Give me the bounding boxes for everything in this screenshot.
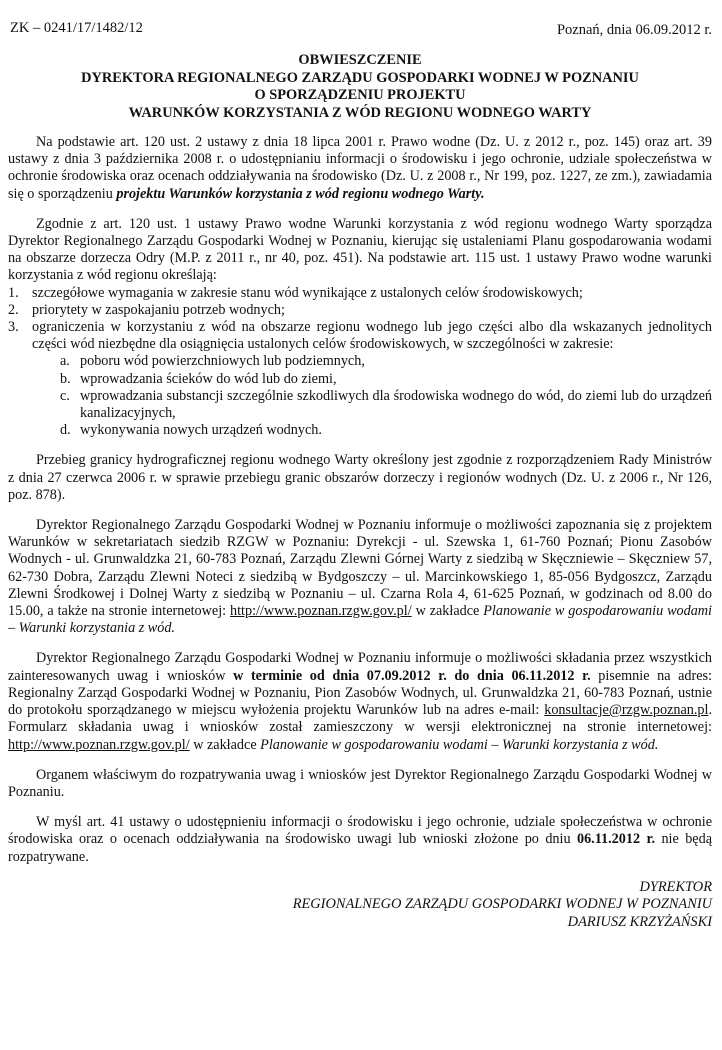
- list-subitem-text: wykonywania nowych urządzeń wodnych.: [80, 422, 322, 439]
- list-subitem: [60, 422, 712, 439]
- paragraph-late-submissions: [8, 814, 712, 866]
- signature-name: DARIUSZ KRZYŻAŃSKI: [567, 913, 712, 930]
- website-link[interactable]: http://www.poznan.rzgw.gov.pl/: [8, 736, 190, 753]
- list-item-text: szczegółowe wymagania w zakresie stanu wód wynikające z ustalonych celów środowiskowych;: [32, 284, 583, 301]
- list-subitem: [60, 353, 712, 370]
- list-subitem-letter: d.: [60, 422, 71, 439]
- paragraph-scope: Zgodnie z art. 120 ust. 1 ustawy Prawo wodne Warunki korzystania z wód regionu wodnego Warty sporządza Dyrektor Regionalnego Zarządu Gospodarki Wodnej w Poznaniu, kierując się ustaleniami Planu gospodarowania wodami na obszarze dorzecza Odry (M.P. z 2011 r., nr 40, poz. 451). Na podstawie art. 115 ust. 1 ustawy Prawo wodne warunki korzystania z wód regionu określają:: [8, 215, 712, 284]
- signature-title: DYREKTOR: [639, 878, 712, 895]
- list-item: [8, 285, 712, 302]
- comments-deadline: w terminie od dnia 07.09.2012 r. do dnia 06.11.2012 r.: [233, 667, 591, 684]
- list-subitem-letter: b.: [60, 370, 71, 387]
- late-text-1: W myśl art. 41 ustawy o udostępnieniu informacji o środowisku i jego ochronie, udziale społeczeństwa w ochronie środowiska oraz o ocenach oddziaływania na środowisko uwagi lub wnioski złożone po dniu: [8, 814, 712, 848]
- list-item-number: 1.: [8, 284, 19, 301]
- document-header: [8, 0, 712, 52]
- list-item-number: 3.: [8, 319, 19, 336]
- reference-number: ZK – 0241/17/1482/12: [10, 20, 143, 36]
- list-subitem-letter: a.: [60, 353, 70, 370]
- comments-text-2: pisemnie na adres: Regionalny Zarząd Gospodarki Wodnej w Poznaniu, Pion Zasobów Wodnych, ul. Grunwaldzka 21, 60-783 Poznań, ustnie do protokołu sporządzanego w miejscu wyłożenia projektu Warunków lub na adres e-mail:: [8, 667, 712, 719]
- paragraph-access-info: [8, 517, 712, 637]
- list-item-text: ograniczenia w korzystaniu z wód na obszarze regionu wodnego lub jego części albo dla wskazanych jednolitych części wód niezbędne dla osiągnięcia ustalonych celów środowiskowych, w szczególności w zakresie:: [32, 319, 712, 353]
- title-line-3: O SPORZĄDZENIU PROJEKTU: [254, 87, 466, 103]
- paragraph-legal-basis-text: Na podstawie art. 120 ust. 2 ustawy z dnia 18 lipca 2001 r. Prawo wodne (Dz. U. z 2012 r., poz. 145) oraz art. 39 ustawy z dnia 3 października 2008 r. o udostępnianiu informacji o środowisku i jego ochronie, udziale społeczeństwa w ochronie środowiska oraz ocenach oddziaływania na środowisko (Dz. U. z 2008 r., Nr 199, poz. 1227, ze zm.), zawiadamia się o sporządzeniu: [8, 134, 712, 202]
- access-info-text: Dyrektor Regionalnego Zarządu Gospodarki Wodnej w Poznaniu informuje o możliwości zapoznania się z projektem Warunków w sekretariatach siedzib RZGW w Poznaniu: Dyrekcji - ul. Szewska 1, 61-760 Poznań; Pionu Zasobów Wodnych - ul. Grunwaldzka 21, 60-783 Poznań, Zarządu Zlewni Górnej Warty z siedzibą w Skęczniewie – Skęczniew 57, 62-730 Dobra, Zarządu Zlewni Noteci z siedzibą w Bydgoszczy – ul. Marcinkowskiego 1, 85-056 Bydgoszcz, Zarządu Zlewni Środkowej i Dolnej Warty z siedzibą w Poznaniu – ul. Czarna Rola 4, 61-625 Poznań, w godzinach od 8.00 do 15.00, a także na stronie internetowej:: [8, 517, 712, 620]
- list-subitem-letter: c.: [60, 387, 70, 404]
- list-item-text: priorytety w zaspokajaniu potrzeb wodnych;: [32, 301, 285, 318]
- email-link[interactable]: konsultacje@rzgw.poznan.pl: [544, 702, 709, 719]
- scope-lettered-list: [8, 353, 712, 439]
- paragraph-boundary: Przebieg granicy hydrograficznej regionu wodnego Warty określony jest zgodnie z rozporządzeniem Rady Ministrów z dnia 27 czerwca 2006 r. w sprawie przebiegu granic obszarów dorzeczy i regionów wodnych (Dz. U. z 2006 r., Nr 126, poz. 878).: [8, 452, 712, 503]
- list-subitem: [60, 371, 712, 388]
- list-item-number: 2.: [8, 301, 19, 318]
- signature-block: [8, 879, 712, 932]
- signature-institution: REGIONALNEGO ZARZĄDU GOSPODARKI WODNEJ W POZNANIU: [292, 896, 712, 913]
- website-section-emphasis: Planowanie w gospodarowaniu wodami – Warunki korzystania z wód.: [260, 736, 659, 753]
- title-line-4: WARUNKÓW KORZYSTANIA Z WÓD REGIONU WODNEGO WARTY: [128, 104, 592, 121]
- list-item: [8, 302, 712, 319]
- access-info-mid: w zakładce: [411, 603, 484, 620]
- document-title: [8, 52, 712, 122]
- list-subitem-text: wprowadzania substancji szczególnie szkodliwych dla środowiska wodnego do wód, do ziemi lub do urządzeń kanalizacyjnych,: [80, 387, 712, 422]
- list-subitem-text: wprowadzania ścieków do wód lub do ziemi,: [80, 370, 337, 387]
- comments-text-1: Dyrektor Regionalnego Zarządu Gospodarki Wodnej w Poznaniu informuje o możliwości składania przez wszystkich zainteresowanych uwag i wniosków: [8, 650, 712, 684]
- list-subitem-text: poboru wód powierzchniowych lub podziemnych,: [80, 353, 365, 370]
- late-text-2: nie będą rozpatrywane.: [8, 831, 712, 865]
- comments-mid: w zakładce: [189, 736, 261, 753]
- document-page: [8, 0, 712, 931]
- list-subitem: [60, 388, 712, 422]
- project-title-emphasis: projektu Warunków korzystania z wód regionu wodnego Warty.: [116, 185, 485, 202]
- website-section-emphasis: Planowanie w gospodarowaniu wodami – Warunki korzystania z wód.: [8, 603, 712, 637]
- title-line-1: OBWIESZCZENIE: [298, 52, 422, 68]
- comments-text-3: . Formularz składania uwag i wniosków został zamieszczony w wersji elektronicznej na stronie internetowej:: [8, 702, 712, 736]
- list-item: [8, 319, 712, 353]
- place-and-date: Poznań, dnia 06.09.2012 r.: [556, 22, 712, 38]
- title-line-2: DYREKTORA REGIONALNEGO ZARZĄDU GOSPODARKI WODNEJ W POZNANIU: [81, 69, 639, 86]
- scope-numbered-list: [8, 285, 712, 354]
- late-deadline: 06.11.2012 r.: [576, 831, 656, 848]
- paragraph-authority: Organem właściwym do rozpatrywania uwag i wniosków jest Dyrektor Regionalnego Zarządu Gospodarki Wodnej w Poznaniu.: [8, 766, 712, 800]
- paragraph-legal-basis: [8, 134, 712, 203]
- paragraph-comments: [8, 650, 712, 753]
- website-link[interactable]: http://www.poznan.rzgw.gov.pl/: [230, 603, 412, 620]
